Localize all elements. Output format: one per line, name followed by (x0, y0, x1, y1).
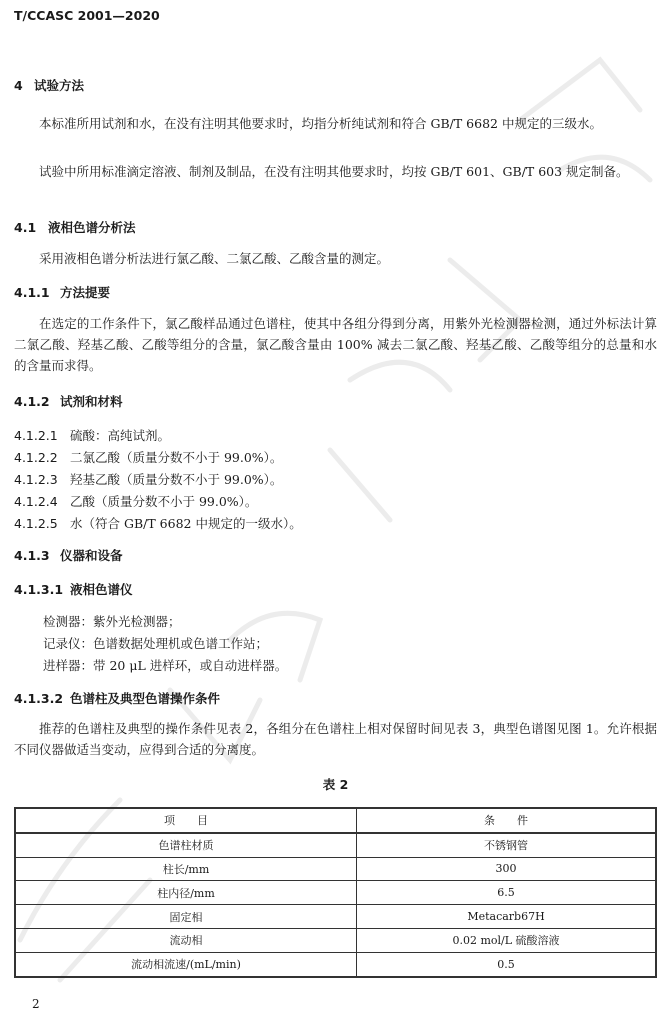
table-cell: Metacarb67H (357, 905, 657, 929)
page-number: 2 (32, 997, 40, 1011)
instrument-line: 记录仪：色谱数据处理机或色谱工作站； (43, 636, 269, 651)
table-cell: 流动相流速/(mL/min) (15, 952, 357, 976)
table-title: 表 2 (322, 777, 349, 792)
table-cell: 柱内径/mm (15, 881, 357, 905)
section-4-1-3-heading: 4.1.3 仪器和设备 (14, 548, 123, 563)
table-cell: 6.5 (357, 881, 657, 905)
table-row (15, 952, 656, 976)
table-header-cell: 项 目 (15, 808, 357, 833)
instrument-line: 进样器：带 20 μL 进样环，或自动进样器。 (43, 658, 288, 673)
reagent-item: 4.1.2.4 乙酸（质量分数不小于 99.0%）。 (14, 494, 258, 509)
table-row (15, 905, 656, 929)
section-4-1-3-2-heading: 4.1.3.2 色谱柱及典型色谱操作条件 (14, 691, 221, 706)
table-header-cell: 条 件 (357, 808, 657, 833)
section-4-paragraph-1: 本标准所用试剂和水，在没有注明其他要求时，均指分析纯试剂和符合 GB/T 6682 中规定的三级水。 (39, 116, 602, 131)
table-cell: 0.5 (357, 952, 657, 976)
reagent-item: 4.1.2.3 羟基乙酸（质量分数不小于 99.0%）。 (14, 472, 283, 487)
table-row (15, 928, 656, 952)
table-row (15, 833, 656, 857)
reagent-item: 4.1.2.5 水（符合 GB/T 6682 中规定的一级水）。 (14, 516, 302, 531)
section-4-paragraph-2: 试验中所用标准滴定溶液、制剂及制品，在没有注明其他要求时，均按 GB/T 601、GB/T 603 规定制备。 (39, 164, 629, 179)
section-4-1-3-1-heading: 4.1.3.1 液相色谱仪 (14, 582, 133, 597)
section-4-1-1-heading: 4.1.1 方法提要 (14, 285, 111, 300)
table-row (15, 881, 656, 905)
section-4-1-3-2-paragraph: 推荐的色谱柱及典型的操作条件见表 2，各组分在色谱柱上相对保留时间见表 3，典型色谱图见图 1。允许根据不同仪器做适当变动，应得到合适的分离度。 (14, 721, 657, 757)
table-cell: 不锈钢管 (357, 833, 657, 857)
section-4-1-paragraph: 采用液相色谱分析法进行氯乙酸、二氯乙酸、乙酸含量的测定。 (39, 251, 390, 266)
table-row (15, 857, 656, 881)
table-cell: 固定相 (15, 905, 357, 929)
table-cell: 柱长/mm (15, 857, 357, 881)
reagent-item: 4.1.2.1 硫酸：高纯试剂。 (14, 428, 171, 443)
document-code: T/CCASC 2001—2020 (14, 8, 160, 23)
table-cell: 流动相 (15, 928, 357, 952)
section-4-1-heading: 4.1 液相色谱分析法 (14, 220, 136, 235)
table-header-row (15, 808, 656, 833)
table-cell: 300 (357, 857, 657, 881)
section-4-1-1-paragraph: 在选定的工作条件下，氯乙酸样品通过色谱柱，使其中各组分得到分离，用紫外光检测器检测，通过外标法计算二氯乙酸、羟基乙酸、乙酸等组分的含量，氯乙酸含量由 100% 减去二氯乙酸、羟基乙酸、乙酸等组分的总量和水的含量而求得。 (14, 316, 657, 373)
instrument-line: 检测器：紫外光检测器； (43, 614, 181, 629)
table-cell: 色谱柱材质 (15, 833, 357, 857)
section-4-1-2-heading: 4.1.2 试剂和材料 (14, 394, 123, 409)
table-cell: 0.02 mol/L 硫酸溶液 (357, 928, 657, 952)
section-4-heading: 4 试验方法 (14, 78, 85, 93)
reagent-item: 4.1.2.2 二氯乙酸（质量分数不小于 99.0%）。 (14, 450, 283, 465)
conditions-table (14, 807, 657, 978)
